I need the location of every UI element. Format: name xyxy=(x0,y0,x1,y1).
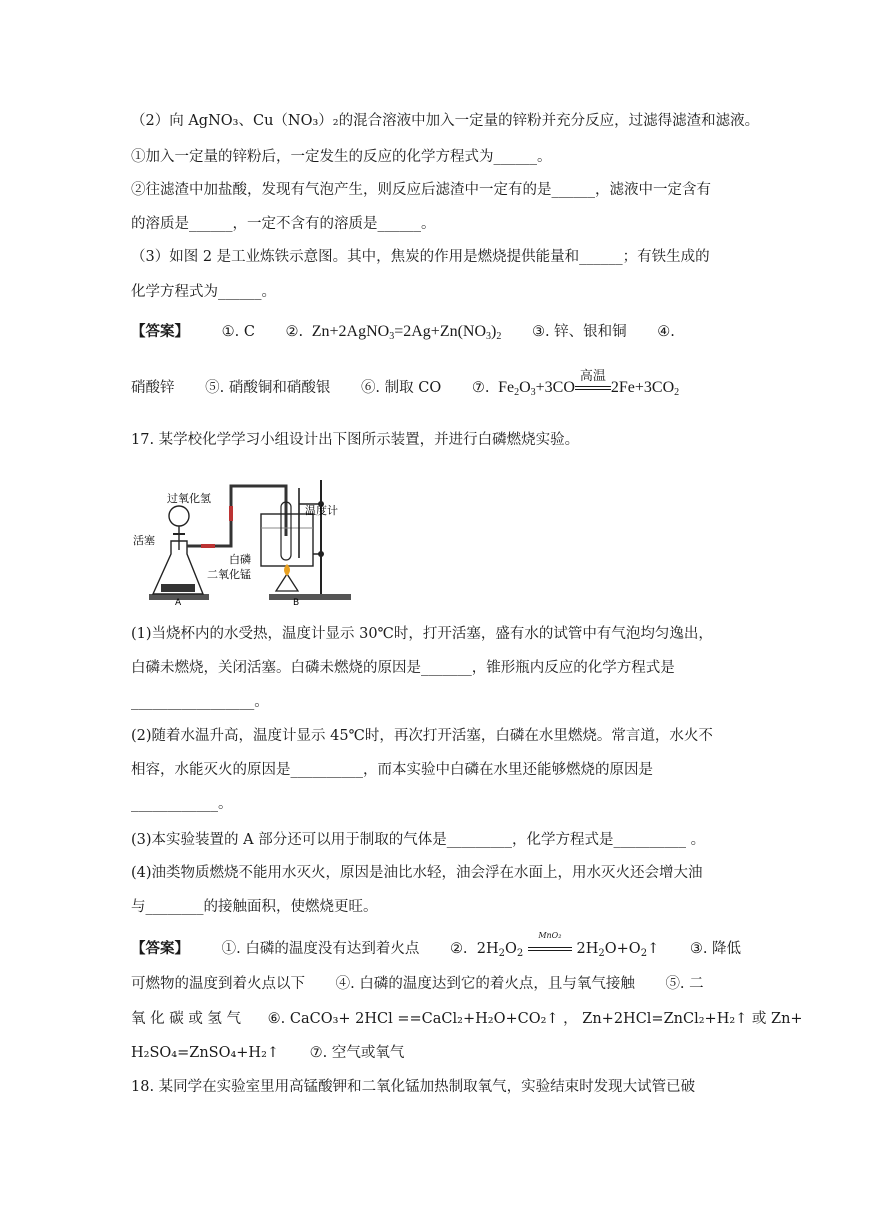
q16-part2-item2-line2: 的溶质是______，一定不含有的溶质是______。 xyxy=(131,216,436,232)
answer-3-cont: 可燃物的温度到着火点以下 xyxy=(131,976,305,992)
answer-7-number: ⑦. xyxy=(471,380,490,396)
answer-3: ③. 锌、银和铜 xyxy=(531,324,627,340)
q17-part3: (3)本实验装置的 A 部分还可以用于制取的气体是_________，化学方程式是__________ 。 xyxy=(131,832,706,848)
answer-1: ①. 白磷的温度没有达到着火点 xyxy=(221,941,420,957)
label-a: A xyxy=(175,598,182,606)
q16-part2-intro: （2）向 AgNO₃、Cu（NO₃）₂的混合溶液中加入一定量的锌粉并充分反应，过滤得滤渣和滤液。 xyxy=(131,113,760,129)
q17-part2-line1: (2)随着水温升高，温度计显示 45℃时，再次打开活塞，白磷在水里燃烧。常言道，水火不 xyxy=(131,728,713,744)
answer-2-equation: $Zn+2AgNO_3=2Ag+Zn(NO_3)_2$ xyxy=(307,323,502,342)
q16-part3-line1: （3）如图 2 是工业炼铁示意图。其中，焦炭的作用是燃烧提供能量和______；有铁生成的 xyxy=(131,249,710,265)
label-stopcock: 活塞 xyxy=(133,534,155,547)
experiment-apparatus-figure xyxy=(131,466,361,606)
answer-label: 【答案】 xyxy=(131,940,189,957)
q17-answer-row4 xyxy=(131,1042,404,1064)
answer-4-text: 硝酸锌 xyxy=(131,380,175,396)
q17-part1-line1: (1)当烧杯内的水受热，温度计显示 30℃时，打开活塞，盛有水的试管中有气泡均匀逸出， xyxy=(131,626,713,642)
answer-label: 【答案】 xyxy=(131,323,189,340)
answer-1: ①. C xyxy=(221,324,255,340)
q17-part4-line2: 与________的接触面积，使燃烧更旺。 xyxy=(131,899,378,915)
q18-title: 18. 某同学在实验室里用高锰酸钾和二氧化锰加热制取氧气，实验结束时发现大试管已破 xyxy=(131,1079,696,1095)
q17-answer-row3 xyxy=(131,1008,803,1030)
q16-answer-row1 xyxy=(131,320,675,342)
answer-3: ③. 降低 xyxy=(689,941,742,957)
answer-5-cont: 氧 化 碳 或 氢 气 xyxy=(131,1011,242,1027)
q16-part3-line2: 化学方程式为______。 xyxy=(131,284,276,300)
q17-answer-row2 xyxy=(131,973,704,995)
answer-7: ⑦. 空气或氧气 xyxy=(309,1045,405,1061)
answer-2-number: ②. xyxy=(449,941,468,957)
label-h2o2: 过氧化氢 xyxy=(167,492,211,505)
answer-4: ④. 白磷的温度达到它的着火点，且与氧气接触 xyxy=(335,976,635,992)
label-thermometer: 温度计 xyxy=(305,504,338,517)
answer-6: ⑥. 制取 CO xyxy=(360,380,442,396)
q17-part4-line1: (4)油类物质燃烧不能用水灭火，原因是油比水轻，油会浮在水面上，用水灭火还会增大油 xyxy=(131,865,703,881)
q17-part2-line3: ____________。 xyxy=(131,796,233,812)
answer-6-cont: H₂SO₄=ZnSO₄+H₂↑ xyxy=(131,1045,280,1061)
answer-5: ⑤. 二 xyxy=(665,976,704,992)
reaction-condition: 高温 xyxy=(579,368,606,383)
q17-title: 17. 某学校化学学习小组设计出下图所示装置，并进行白磷燃烧实验。 xyxy=(131,432,580,448)
q17-part2-line2: 相容，水能灭火的原因是__________，而本实验中白磷在水里还能够燃烧的原因是 xyxy=(131,762,653,778)
q17-part1-line3: _________________。 xyxy=(131,694,269,710)
q17-part1-line2: 白磷未燃烧，关闭活塞。白磷未燃烧的原因是_______，锥形瓶内反应的化学方程式是 xyxy=(131,660,675,676)
answer-5: ⑤. 硝酸铜和硝酸银 xyxy=(205,380,331,396)
answer-4-number: ④. xyxy=(657,324,675,340)
label-mno2: 二氧化锰 xyxy=(207,568,251,581)
label-white-phosphorus: 白磷 xyxy=(229,553,251,566)
answer-6: ⑥. CaCO₃+ 2HCl ==CaCl₂+H₂O+CO₂↑ ， Zn+2HCl=ZnCl₂+H₂↑ 或 Zn+ xyxy=(267,1011,803,1027)
q16-part2-item2-line1: ②往滤渣中加盐酸，发现有气泡产生，则反应后滤渣中一定有的是______，滤液中一定含有 xyxy=(131,182,711,198)
answer-7-equation: $Fe_2O_3+3CO$ 高温 $2Fe+3CO_2$ xyxy=(494,379,679,396)
answer-2-number: ②. xyxy=(285,324,304,340)
q16-part2-item1: ①加入一定量的锌粉后，一定发生的反应的化学方程式为______。 xyxy=(131,149,552,165)
answer-2-equation: $2H_2O_2$ MnO₂ $2H_2O+O_2↑$ xyxy=(472,931,660,959)
q17-answer-row1 xyxy=(131,931,742,959)
label-b: B xyxy=(293,598,300,606)
catalyst-label: MnO₂ xyxy=(538,931,562,940)
q16-answer-row2 xyxy=(131,368,680,398)
